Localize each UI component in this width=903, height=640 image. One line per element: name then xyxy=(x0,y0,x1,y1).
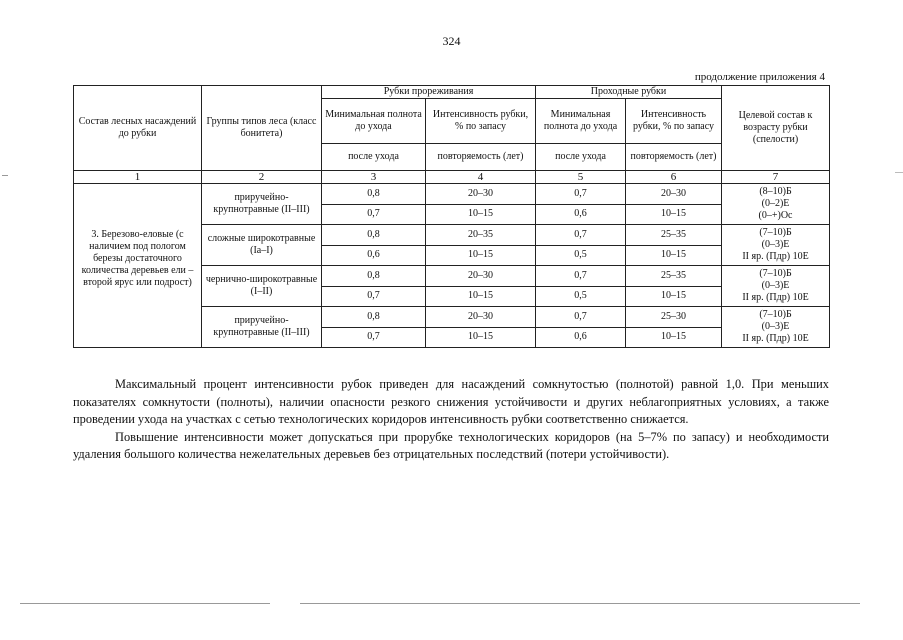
header-repeatability: повторяемость (лет) xyxy=(426,144,536,171)
cell-value: 0,6 xyxy=(536,204,626,225)
cell-value: 0,7 xyxy=(536,266,626,287)
cell-value: 0,6 xyxy=(322,245,426,266)
cell-value: 0,7 xyxy=(322,204,426,225)
cell-value: 10–15 xyxy=(426,286,536,307)
cell-value: 0,8 xyxy=(322,225,426,246)
header-min-density: Минимальная полнота до ухода xyxy=(536,99,626,144)
cell-value: 25–30 xyxy=(626,307,722,328)
scan-rule xyxy=(300,603,860,604)
cell-value: 0,7 xyxy=(322,327,426,348)
cell-value: 20–30 xyxy=(426,266,536,287)
scan-mark xyxy=(895,172,903,173)
header-thinning: Рубки прореживания xyxy=(322,86,536,99)
header-target-composition: Целевой состав к возрасту рубки (спелости) xyxy=(722,86,830,171)
cell-value: 20–30 xyxy=(626,184,722,205)
cell-value: 0,7 xyxy=(536,225,626,246)
column-number: 1 xyxy=(74,171,202,184)
paragraph-increase-note: Повышение интенсивности может допускаться при прорубке технологических коридоров (на 5–7% по запасу) и необходимости удаления большого количества нежелательных деревьев без отрицательных последствий (потери устойчивости). xyxy=(73,429,829,461)
table-row xyxy=(74,184,830,205)
cell-value: 0,7 xyxy=(322,286,426,307)
cell-value: 10–15 xyxy=(426,245,536,266)
column-number: 5 xyxy=(536,171,626,184)
scan-rule xyxy=(20,603,270,604)
cell-value: 0,8 xyxy=(322,266,426,287)
scan-mark xyxy=(2,175,8,176)
composition-cell: 3. Березово-еловые (с наличием под пологом березы достаточного количества деревьев ели – второй ярус или подрост) xyxy=(74,225,202,348)
table-row xyxy=(74,225,830,246)
forest-care-table xyxy=(73,85,830,348)
header-composition: Состав лесных насаждений до рубки xyxy=(74,86,202,171)
column-number: 7 xyxy=(722,171,830,184)
cell-value: 25–35 xyxy=(626,266,722,287)
target-composition: (7–10)Б (0–3)Е II яр. (Пдр) 10Е xyxy=(722,307,830,348)
cell-value: 10–15 xyxy=(626,286,722,307)
cell-value: 0,7 xyxy=(536,307,626,328)
cell-value: 20–35 xyxy=(426,225,536,246)
header-forest-type-groups: Группы типов леса (класс бонитета) xyxy=(202,86,322,171)
header-repeatability: повторяемость (лет) xyxy=(626,144,722,171)
header-intensity: Интенсивность рубки, % по запасу xyxy=(426,99,536,144)
cell-value: 10–15 xyxy=(426,204,536,225)
target-composition: (7–10)Б (0–3)Е II яр. (Пдр) 10Е xyxy=(722,225,830,266)
forest-type-group: чернично-широкотравные (I–II) xyxy=(202,266,322,307)
header-after-care: после ухода xyxy=(322,144,426,171)
header-min-density: Минимальная полнота до ухода xyxy=(322,99,426,144)
paragraph-intensity-note: Максимальный процент интенсивности рубок приведен для насаждений сомкнутостью (полнотой) равной 1,0. При меньших показателях сомкнутости (полноты), наличии опасности резкого снижения устойчивости и других неблагоприятных условиях, а также проведении ухода на участках с сетью технологических коридоров интенсивность рубки соответственно снижается. xyxy=(73,377,829,426)
cell-value: 10–15 xyxy=(626,245,722,266)
column-number: 4 xyxy=(426,171,536,184)
target-composition: (8–10)Б (0–2)Е (0–+)Ос xyxy=(722,184,830,225)
cell-value: 0,6 xyxy=(536,327,626,348)
forest-type-group: сложные широкотравные (Ia–I) xyxy=(202,225,322,266)
body-text xyxy=(73,376,829,464)
forest-type-group: приручейно-крупнотравные (II–III) xyxy=(202,184,322,225)
cell-value: 10–15 xyxy=(626,204,722,225)
header-passage-cutting: Проходные рубки xyxy=(536,86,722,99)
header-after-care: после ухода xyxy=(536,144,626,171)
column-number: 6 xyxy=(626,171,722,184)
cell-value: 0,7 xyxy=(536,184,626,205)
forest-type-group: приручейно-крупнотравные (II–III) xyxy=(202,307,322,348)
column-number: 3 xyxy=(322,171,426,184)
column-number: 2 xyxy=(202,171,322,184)
cell-value: 10–15 xyxy=(426,327,536,348)
target-composition: (7–10)Б (0–3)Е II яр. (Пдр) 10Е xyxy=(722,266,830,307)
header-intensity: Интенсивность рубки, % по запасу xyxy=(626,99,722,144)
page-number: 324 xyxy=(442,34,461,48)
cell-value: 0,8 xyxy=(322,184,426,205)
cell-value: 0,5 xyxy=(536,286,626,307)
cell-value: 0,8 xyxy=(322,307,426,328)
cell-value: 20–30 xyxy=(426,184,536,205)
cell-value: 25–35 xyxy=(626,225,722,246)
cell-value: 10–15 xyxy=(626,327,722,348)
cell-value: 20–30 xyxy=(426,307,536,328)
continuation-label: продолжение приложения 4 xyxy=(694,71,825,83)
cell-value: 0,5 xyxy=(536,245,626,266)
